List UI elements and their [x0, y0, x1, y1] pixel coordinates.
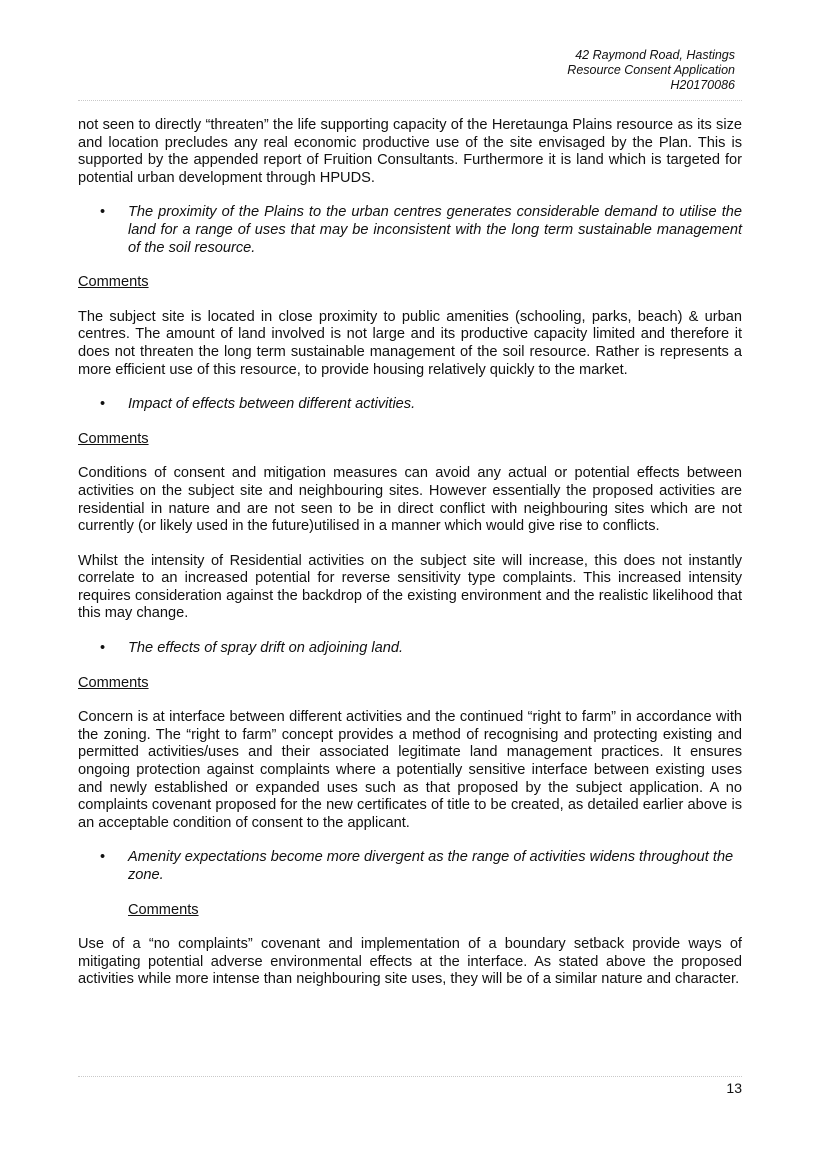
- footer-divider: [78, 1076, 742, 1077]
- bullet-amenity-expectations: [78, 849, 742, 884]
- bullet-text: Impact of effects between different activities.: [128, 396, 416, 413]
- bullet-icon: •: [100, 204, 106, 221]
- bullet-text: The effects of spray drift on adjoining land.: [128, 640, 404, 657]
- paragraph-conditions-of-consent: Conditions of consent and mitigation measures can avoid any actual or potential effects between activities on the subject site and neighbouring sites. However essentially the proposed activities are residential in nature and are not seen to be in direct conflict with neighbouring sites which are not currently (or likely used in the future)utilised in a manner which would give rise to conflicts.: [78, 465, 742, 535]
- bullet-text: The proximity of the Plains to the urban centres generates considerable demand to utilise the land for a range of uses that may be inconsistent with the long term sustainable management of the soil resource.: [128, 204, 742, 256]
- bullet-icon: •: [100, 849, 106, 866]
- comments-heading: Comments: [128, 901, 199, 918]
- header-address: 42 Raymond Road, Hastings: [575, 48, 735, 62]
- bullet-impact-of-effects: [78, 396, 742, 414]
- paragraph-life-supporting-capacity: not seen to directly “threaten” the life supporting capacity of the Heretaunga Plains resource as its size and location precludes any real economic productive use of the site envisaged by the Plan. This is supported by the appended report of Fruition Consultants. Furthermore it is land which is targeted for potential urban development through HPUDS.: [78, 117, 742, 186]
- bullet-icon: •: [100, 396, 106, 413]
- bullet-spray-drift: [78, 640, 742, 658]
- paragraph-proximity-comments: The subject site is located in close proximity to public amenities (schooling, parks, beach) & urban centres. The amount of land involved is not large and its productive capacity limited and therefore it does not threaten the long term sustainable management of the soil resource. Rather is represents a more efficient use of this resource, to provide housing relatively quickly to the market.: [78, 308, 742, 378]
- page-body: [78, 117, 742, 1006]
- comments-heading: Comments: [78, 430, 149, 447]
- bullet-text: Amenity expectations become more divergent as the range of activities widens throughout the zone.: [128, 849, 734, 883]
- bullet-icon: •: [100, 640, 106, 657]
- bullet-proximity-to-urban-centres: [78, 204, 742, 257]
- page-header: [567, 48, 735, 93]
- header-reference-number: H20170086: [670, 78, 735, 92]
- paragraph-residential-intensity: Whilst the intensity of Residential activities on the subject site will increase, this does not instantly correlate to an increased potential for reverse sensitivity type complaints. This increased intensity requires consideration against the backdrop of the existing environment and the realistic likelihood that this may change.: [78, 552, 742, 622]
- comments-heading: Comments: [78, 274, 149, 291]
- comments-heading: Comments: [78, 674, 149, 691]
- header-document-title: Resource Consent Application: [567, 63, 735, 77]
- paragraph-no-complaints-covenant: Use of a “no complaints” covenant and implementation of a boundary setback provide ways of mitigating potential adverse environmental effects at the interface. As stated above the proposed activities while more intense than neighbouring site uses, they will be of a similar nature and character.: [78, 936, 742, 988]
- paragraph-right-to-farm: Concern is at interface between different activities and the continued “right to farm” in accordance with the zoning. The “right to farm” concept provides a method of recognising and protecting existing and permitted activities/uses and their associated legitimate land management practices. It ensures ongoing protection against complaints where a potentially sensitive interface between existing uses and newly established or expanded uses such as that proposed by the subject application. A no complaints covenant proposed for the new certificates of title to be created, as detailed earlier above is an acceptable condition of consent to the applicant.: [78, 709, 742, 831]
- header-divider: [78, 100, 742, 101]
- page-number: 13: [726, 1080, 742, 1096]
